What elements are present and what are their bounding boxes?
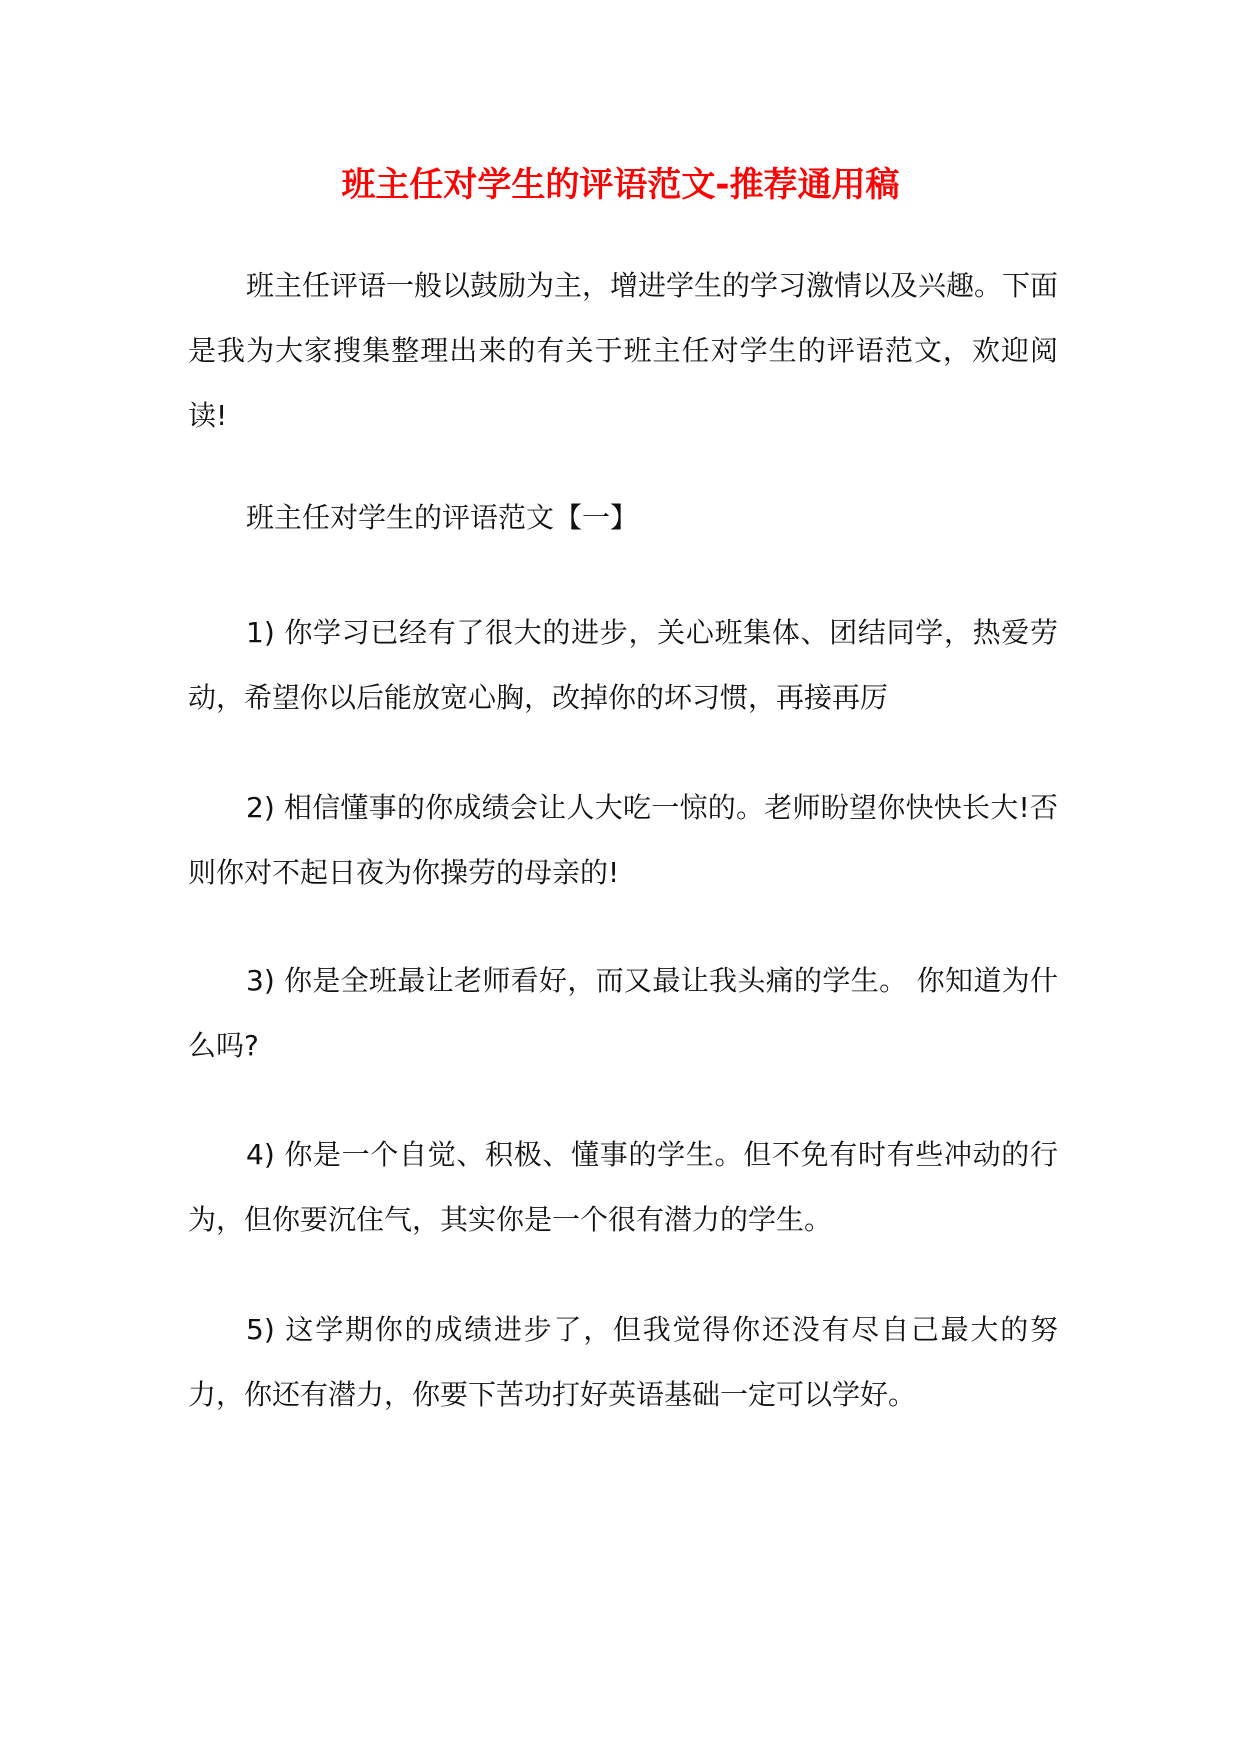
comment-item-1: 1) 你学习已经有了很大的进步，关心班集体、团结同学，热爱劳动，希望你以后能放宽心胸，改掉你的坏习惯，再接再厉 (188, 616, 1058, 714)
comment-item-3: 3) 你是全班最让老师看好，而又最让我头痛的学生。 你知道为什么吗? (188, 964, 1058, 1062)
intro-paragraph: 班主任评语一般以鼓励为主，增进学生的学习激情以及兴趣。下面是我为大家搜集整理出来的有关于班主任对学生的评语范文，欢迎阅读! (188, 269, 1059, 432)
comment-item-2: 2) 相信懂事的你成绩会让人大吃一惊的。老师盼望你快快长大!否则你对不起日夜为你操劳的母亲的! (188, 791, 1058, 889)
document-title: 班主任对学生的评语范文-推荐通用稿 (341, 165, 900, 205)
section-heading: 班主任对学生的评语范文【一】 (246, 501, 639, 534)
comment-item-5: 5) 这学期你的成绩进步了，但我觉得你还没有尽自己最大的努力，你还有潜力，你要下苦功打好英语基础一定可以学好。 (188, 1313, 1058, 1411)
comment-item-4: 4) 你是一个自觉、积极、懂事的学生。但不免有时有些冲动的行为，但你要沉住气，其实你是一个很有潜力的学生。 (188, 1138, 1058, 1236)
